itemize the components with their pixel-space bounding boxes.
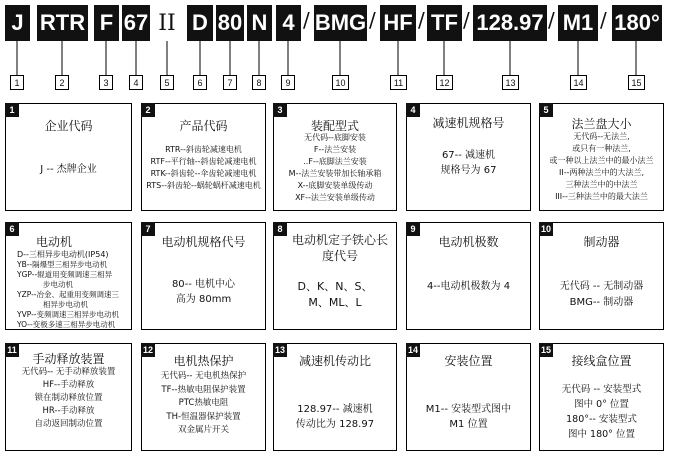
num-tag-11: 11 [390, 75, 407, 90]
card-body [540, 382, 663, 442]
card-line: RTS--斜齿轮--蜗轮蜗杆减速电机 [146, 181, 261, 190]
card-line: YB--隔爆型三相异步电动机 [17, 260, 108, 269]
card-title: 手动释放装置 [32, 352, 105, 366]
code-j: J [5, 5, 30, 41]
card-line: 无代码-- 无手动释放装置 [21, 367, 116, 377]
card-body [407, 281, 530, 293]
card-stator-length [273, 222, 397, 330]
card-title: 企业代码 [44, 119, 93, 133]
card-line: D、K、N、S、 [297, 280, 373, 293]
card-line: 相异步电动机 [43, 300, 88, 309]
card-line: M1-- 安装型式图中 [425, 404, 512, 415]
card-line: M1 位置 [449, 419, 488, 430]
card-line: 锁在制动释放位置 [34, 393, 103, 403]
card-line: YGP--辊道用变频调速三相异 [17, 270, 113, 279]
card-title: 电动机 [36, 235, 73, 249]
card-badge: 12 [142, 345, 153, 355]
card-badge: 2 [141, 103, 155, 117]
card-line: YO--变极多速三相异步电动机 [17, 320, 116, 329]
card-title: 安装位置 [444, 354, 493, 368]
card-body [407, 402, 530, 432]
slash-3: / [418, 8, 425, 32]
code-hf: HF [380, 5, 416, 41]
card-badge: 11 [5, 343, 19, 357]
card-line: 128.97-- 减速机 [297, 404, 373, 415]
num-tag-4: 4 [129, 75, 143, 90]
card-line: 传动比为 128.97 [295, 419, 375, 430]
card-line: BMG-- 制动器 [569, 297, 634, 308]
card-badge: 13 [274, 345, 285, 355]
card-line: 规格号为 67 [440, 165, 497, 176]
card-line: 无代码-- 无电机热保护 [160, 371, 247, 381]
card-line: HF--手动释放 [42, 380, 95, 390]
code-tf: TF [427, 5, 462, 41]
num-tag-8: 8 [252, 75, 266, 90]
card-line: 或一种以上法兰中的最小法兰 [549, 156, 654, 165]
card-line: 180°-- 安装型式 [566, 414, 637, 425]
card-line: 67-- 减速机 [441, 150, 496, 161]
num-tag-1: 1 [10, 75, 24, 90]
code-4: 4 [276, 5, 301, 41]
card-line: 高为 80mm [175, 294, 232, 305]
card-badge: 3 [273, 103, 287, 117]
card-brake [539, 222, 664, 330]
card-title: 接线盒位置 [571, 354, 632, 368]
num-tag-15: 15 [628, 75, 645, 90]
num-tag-9: 9 [281, 75, 295, 90]
card-line: 80-- 电机中心 [171, 279, 236, 290]
card-title: 电动机极数 [438, 235, 499, 249]
card-terminal-box [539, 343, 664, 451]
card-line: III--三种法兰中的最大法兰 [555, 192, 648, 201]
code-flange: II [155, 5, 179, 41]
num-tag-10: 10 [332, 75, 349, 90]
card-body [407, 148, 530, 178]
card-line: 无代码--无法兰, [573, 132, 630, 141]
card-line: PTC热敏电阻 [178, 398, 229, 408]
card-line: XF--法兰安装单级传动 [295, 193, 375, 202]
card-company-code [5, 103, 132, 211]
card-line: 无代码 -- 无制动器 [559, 281, 644, 292]
num-tag-6: 6 [193, 75, 207, 90]
card-line: 双金属片开关 [177, 425, 229, 435]
card-body [17, 250, 131, 330]
card-line: RTF--平行轴--斜齿轮减速电机 [150, 157, 257, 166]
card-body [274, 132, 396, 204]
card-motor [5, 222, 132, 330]
card-body [274, 402, 396, 432]
card-badge: 9 [406, 222, 420, 236]
code-bmg: BMG [314, 5, 367, 41]
card-body [142, 144, 265, 192]
card-line: 图中 0° 位置 [574, 399, 629, 410]
code-d: D [187, 5, 213, 41]
card-manual-release [5, 343, 132, 451]
num-tag-14: 14 [570, 75, 587, 90]
card-motor-poles [406, 222, 531, 330]
card-title: 电动机定子铁心长度代号 [292, 233, 389, 263]
card-line: 三种法兰中的中法兰 [565, 180, 638, 189]
slash-1: / [303, 8, 310, 32]
card-title: 装配型式 [310, 119, 359, 133]
card-title: 法兰盘大小 [571, 117, 632, 131]
slash-4: / [463, 8, 470, 32]
card-line: 自动返回制动位置 [34, 419, 103, 429]
card-line: YZP--冶金、起重用变频调速三 [17, 290, 119, 299]
code-n: N [247, 5, 272, 41]
card-line: TF--热敏电阻保护装置 [161, 384, 246, 395]
num-tag-2: 2 [55, 75, 69, 90]
card-line: ..F--底脚法兰安装 [303, 157, 367, 166]
card-title: 减速机传动比 [298, 354, 371, 368]
card-line: M、ML、L [308, 296, 362, 309]
card-title: 制动器 [583, 235, 620, 249]
card-badge: 1 [5, 103, 19, 117]
card-gear-ratio [273, 343, 397, 451]
code-180: 180° [612, 5, 662, 41]
card-badge: 4 [406, 103, 420, 117]
card-badge: 15 [540, 345, 551, 355]
card-title: 电机热保护 [173, 354, 234, 368]
card-line: X--底脚安装单级传动 [297, 181, 373, 190]
slash-5: / [548, 8, 555, 32]
code-80: 80 [216, 5, 244, 41]
card-badge: 5 [539, 103, 553, 117]
code-f: F [94, 5, 119, 41]
card-reducer-size [406, 103, 531, 211]
num-tag-3: 3 [99, 75, 113, 90]
num-tag-12: 12 [436, 75, 453, 90]
card-line: M--法兰安装带加长轴承箱 [288, 169, 382, 178]
card-line: 无代码--底脚安装 [304, 133, 366, 142]
card-line: 图中 180° 位置 [568, 429, 635, 440]
card-line: D--三相异步电动机(IP54) [17, 250, 109, 259]
card-line: 步电动机 [43, 280, 73, 289]
card-line: TH-恒温器保护装置 [166, 411, 241, 422]
card-assembly-type [273, 103, 397, 211]
card-line: II--两种法兰中的大法兰, [558, 168, 645, 177]
card-badge: 6 [5, 222, 19, 236]
card-body [142, 277, 265, 307]
card-motor-spec [141, 222, 266, 330]
card-line: 4--电动机极数为 4 [426, 281, 511, 292]
slash-6: / [600, 8, 607, 32]
card-thermal-protection [141, 343, 266, 451]
card-line: RTR--斜齿轮减速电机 [165, 145, 242, 154]
card-line: RTK--斜齿轮--伞齿轮减速电机 [150, 169, 257, 178]
num-tag-7: 7 [223, 75, 237, 90]
card-title: 产品代码 [179, 119, 228, 133]
num-tag-13: 13 [502, 75, 519, 90]
card-line: 无代码 -- 安装型式 [561, 384, 642, 395]
card-badge: 10 [540, 224, 551, 234]
card-badge: 8 [273, 222, 287, 236]
card-body [274, 279, 396, 311]
card-line: HR--手动释放 [42, 406, 95, 416]
card-body [540, 131, 663, 203]
card-mounting-position [406, 343, 531, 451]
card-product-code [141, 103, 266, 211]
code-ratio: 128.97 [473, 5, 547, 41]
slash-2: / [369, 8, 376, 32]
card-body [6, 366, 131, 431]
card-badge: 7 [141, 222, 155, 236]
code-67: 67 [122, 5, 150, 41]
code-rtr: RTR [37, 5, 88, 41]
card-line: J -- 杰牌企业 [40, 164, 97, 175]
card-body [540, 279, 663, 311]
num-tag-5: 5 [160, 75, 174, 90]
code-m1: M1 [558, 5, 598, 41]
card-badge: 14 [407, 345, 418, 355]
card-body [6, 164, 131, 176]
card-body [142, 370, 265, 438]
card-line: YVP--变频调速三相异步电动机 [17, 310, 119, 319]
card-flange-size [539, 103, 664, 211]
card-line: 或只有一种法兰, [572, 144, 631, 153]
card-title: 减速机规格号 [432, 116, 505, 130]
card-title: 电动机规格代号 [161, 235, 246, 249]
card-line: F--法兰安装 [313, 145, 357, 154]
